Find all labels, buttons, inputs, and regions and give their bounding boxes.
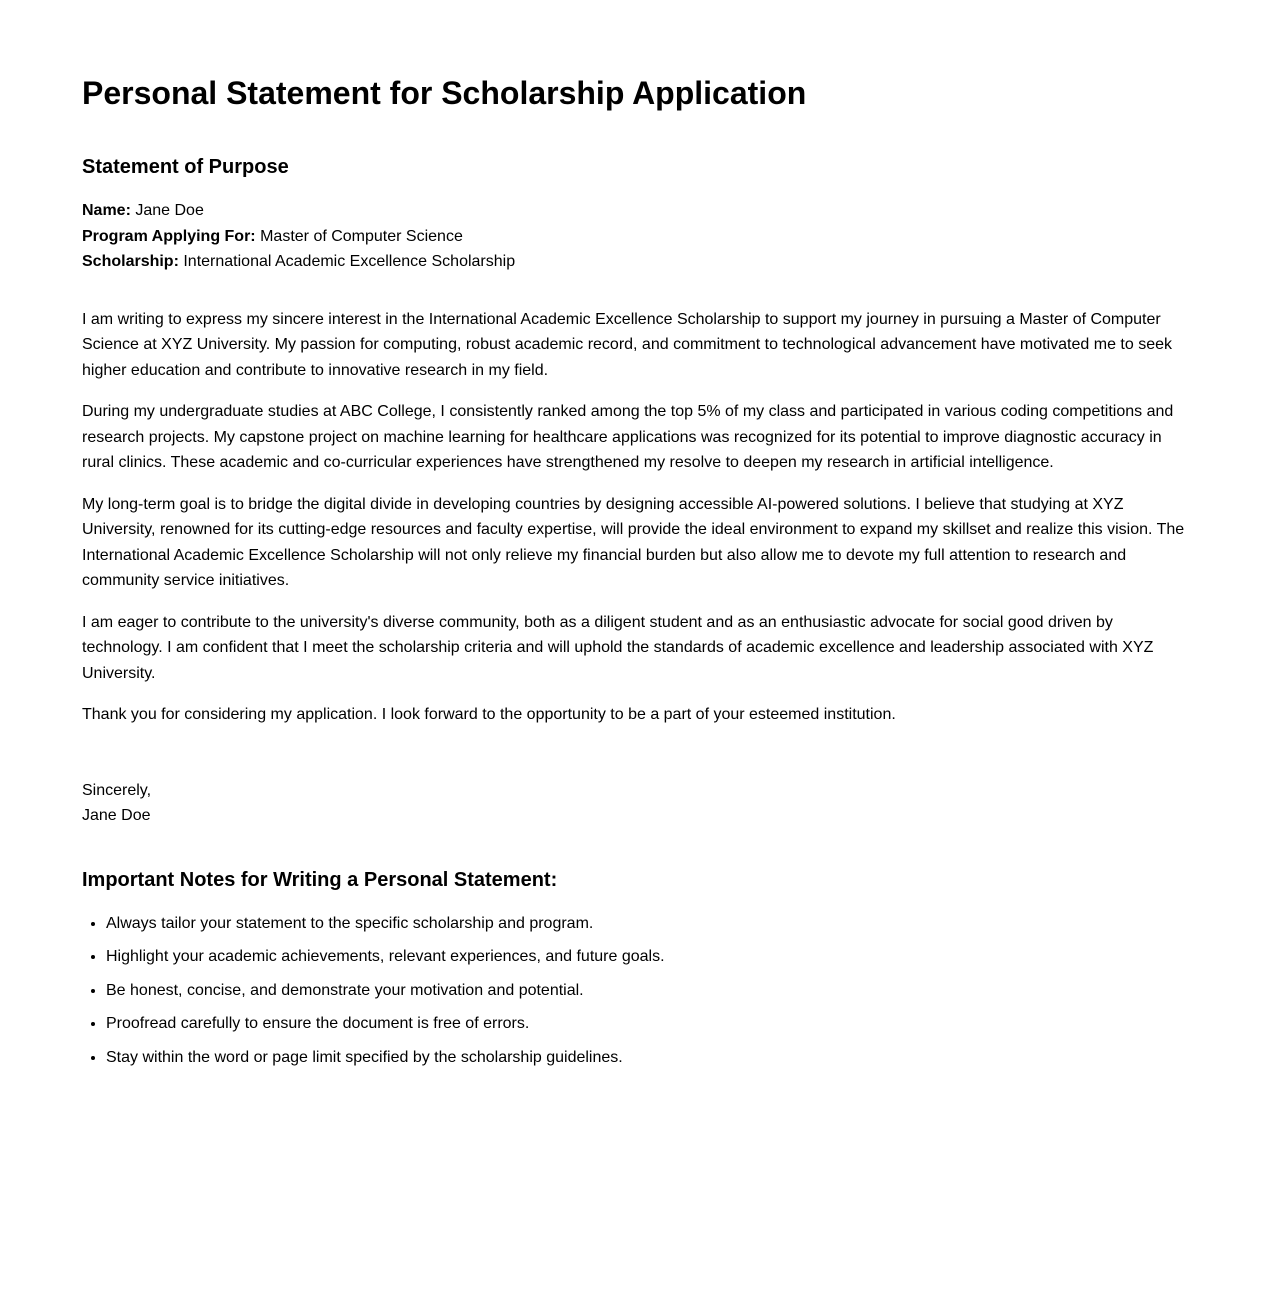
paragraph: My long-term goal is to bridge the digital divide in developing countries by designing accessible AI-powered solutions. I believe that studying at XYZ University, renowned for its cutting-edge resources and faculty expertise, will provide the ideal environment to expand my skillset and realize this vision. The International Academic Excellence Scholarship will not only relieve my financial burden but also allow me to devote my full attention to research and community service initiatives.	[82, 495, 1185, 589]
notes-heading: Important Notes for Writing a Personal Statement:	[82, 868, 558, 891]
applicant-info	[82, 198, 1196, 275]
paragraph: I am writing to express my sincere interest in the International Academic Excellence Scholarship to support my journey in pursuing a Master of Computer Science at XYZ University. My passion for computing, robust academic record, and commitment to technological advancement have motivated me to seek higher education and contribute to innovative research in my field.	[82, 310, 1172, 379]
info-program-row	[82, 224, 1196, 250]
paragraph: I am eager to contribute to the university's diverse community, both as a diligent student and as an enthusiastic advocate for social good driven by technology. I am confident that I meet the scholarship criteria and will uphold the standards of academic excellence and leadership associated with XYZ University.	[82, 613, 1154, 682]
name-value: Jane Doe	[135, 202, 204, 219]
name-label: Name:	[82, 202, 131, 219]
section-heading-purpose: Statement of Purpose	[82, 156, 289, 178]
info-name-row	[82, 198, 1196, 224]
info-scholarship-row	[82, 249, 1196, 275]
paragraph: During my undergraduate studies at ABC College, I consistently ranked among the top 5% of my class and participated in various coding competitions and research projects. My capstone project on machine learning for healthcare applications was recognized for its potential to improve diagnostic accuracy in rural clinics. These academic and co-curricular experiences have strengthened my resolve to deepen my research in artificial intelligence.	[82, 403, 1174, 471]
program-value: Master of Computer Science	[260, 227, 463, 245]
scholarship-label: Scholarship:	[82, 253, 179, 270]
closing	[82, 778, 1196, 829]
list-item: • Always tailor your statement to the specific scholarship and program.	[106, 911, 1196, 937]
list-item: • Highlight your academic achievements, relevant experiences, and future goals.	[106, 944, 1196, 970]
paragraph: Thank you for considering my application. I look forward to the opportunity to be a part of your esteemed institution.	[82, 706, 896, 723]
notes-list	[82, 911, 1196, 1071]
salutation: Sincerely,	[82, 781, 152, 799]
signature-name: Jane Doe	[82, 807, 151, 824]
program-label: Program Applying For:	[82, 227, 256, 245]
page-title: Personal Statement for Scholarship Application	[82, 75, 807, 111]
scholarship-value: International Academic Excellence Scholarship	[183, 253, 516, 270]
statement-body	[82, 307, 1196, 728]
list-item: • Be honest, concise, and demonstrate your motivation and potential.	[106, 978, 1196, 1004]
list-item: • Stay within the word or page limit specified by the scholarship guidelines.	[106, 1045, 1196, 1071]
list-item: • Proofread carefully to ensure the document is free of errors.	[106, 1011, 1196, 1037]
